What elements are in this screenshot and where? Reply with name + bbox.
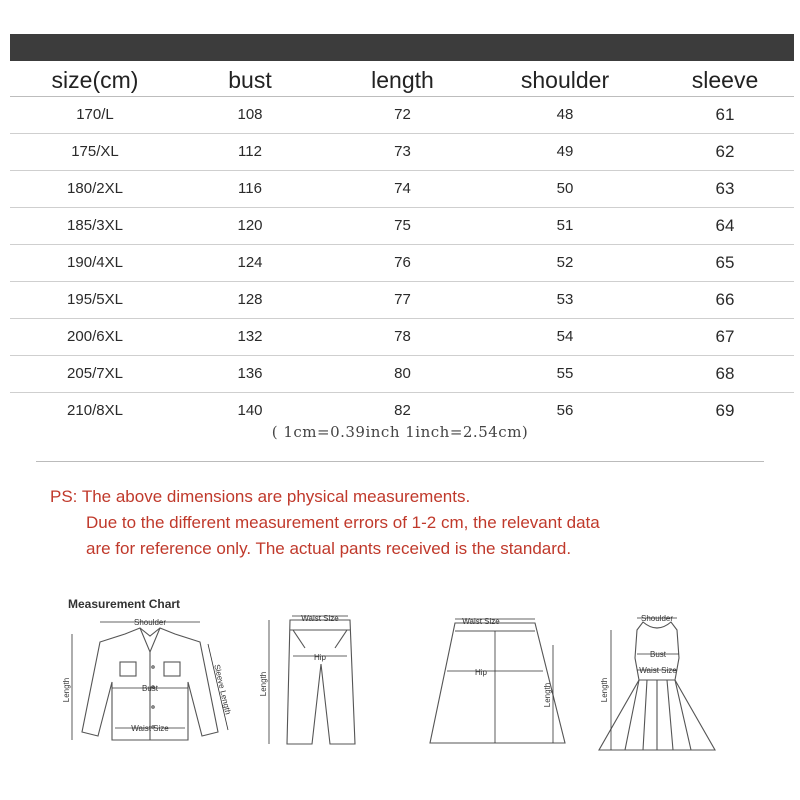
dress-waist-label: Waist Size — [639, 666, 677, 675]
header-size: size(cm) — [51, 67, 139, 93]
cell-size: 195/5XL — [67, 291, 123, 308]
cell-length: 78 — [394, 328, 411, 345]
table-header-row — [10, 62, 794, 97]
cell-bust: 132 — [237, 328, 263, 345]
table-row — [10, 97, 794, 134]
cell-shoulder: 52 — [556, 254, 574, 271]
table-row — [10, 134, 794, 171]
cell-shoulder: 48 — [556, 106, 574, 123]
dress-bust-label: Bust — [649, 650, 667, 659]
skirt-length-label: Length — [543, 682, 552, 708]
shirt-waist-label: Waist Size — [131, 724, 169, 733]
cell-bust: 128 — [237, 291, 263, 308]
header-sleeve: sleeve — [691, 67, 759, 93]
header-bust: bust — [228, 67, 272, 93]
shirt-diagram — [60, 612, 240, 752]
cell-size: 205/7XL — [67, 365, 123, 382]
table-row — [10, 356, 794, 393]
measurement-chart-title: Measurement Chart — [68, 597, 181, 611]
shirt-sleeve-label: Sleeve Length — [212, 663, 233, 716]
cell-size: 180/2XL — [67, 180, 123, 197]
pants-hip-label: Hip — [313, 653, 327, 662]
shirt-length-label: Length — [62, 677, 71, 703]
skirt-diagram — [425, 605, 575, 755]
dress-illustration — [595, 610, 725, 760]
header-length: length — [371, 67, 434, 93]
header-shoulder: shoulder — [520, 67, 610, 93]
ps-line-3: are for reference only. The actual pants received is the standard. — [86, 539, 572, 558]
cell-bust: 116 — [238, 180, 262, 197]
cell-size: 190/4XL — [67, 254, 123, 271]
cell-bust: 140 — [237, 402, 263, 419]
cell-length: 80 — [394, 365, 411, 382]
skirt-waist-label: Waist Size — [462, 617, 500, 626]
cell-shoulder: 56 — [556, 402, 574, 419]
ps-line-1: PS: The above dimensions are physical measurements. — [50, 487, 471, 506]
unit-conversion-note: ( 1cm=0.39inch 1inch=2.54cm) — [271, 423, 529, 441]
table-row — [10, 245, 794, 282]
cell-length: 73 — [394, 143, 411, 160]
ps-line-2: Due to the different measurement errors of 1-2 cm, the relevant data — [86, 513, 600, 532]
table-row — [10, 171, 794, 208]
cell-size: 175/XL — [71, 143, 119, 160]
cell-sleeve: 66 — [715, 290, 735, 309]
cell-size: 210/8XL — [67, 402, 123, 419]
cell-bust: 124 — [237, 254, 263, 271]
divider — [36, 461, 764, 462]
header-bar — [10, 34, 794, 61]
cell-length: 76 — [394, 254, 411, 271]
dress-shoulder-label: Shoulder — [640, 614, 674, 623]
cell-length: 72 — [394, 106, 411, 123]
cell-length: 75 — [394, 217, 411, 234]
cell-sleeve: 63 — [715, 179, 735, 198]
cell-size: 185/3XL — [67, 217, 123, 234]
skirt-illustration — [425, 605, 575, 755]
cell-size: 170/L — [76, 106, 114, 123]
cell-shoulder: 49 — [556, 143, 574, 160]
cell-bust: 108 — [237, 106, 263, 123]
dress-length-label: Length — [600, 677, 609, 703]
cell-length: 77 — [394, 291, 411, 308]
ps-note — [50, 484, 600, 562]
cell-size: 200/6XL — [67, 328, 123, 345]
skirt-hip-label: Hip — [474, 668, 488, 677]
table-row — [10, 319, 794, 356]
cell-bust: 112 — [238, 143, 262, 160]
pants-length-label: Length — [259, 671, 268, 697]
cell-sleeve: 62 — [715, 142, 735, 161]
cell-sleeve: 61 — [715, 105, 735, 124]
pants-waist-label: Waist Size — [301, 614, 339, 623]
table-row — [10, 208, 794, 245]
shirt-bust-label: Bust — [141, 684, 159, 693]
dress-diagram — [595, 610, 725, 760]
pants-diagram — [255, 612, 370, 752]
cell-sleeve: 64 — [715, 216, 735, 235]
cell-sleeve: 68 — [715, 364, 735, 383]
cell-sleeve: 67 — [715, 327, 735, 346]
cell-shoulder: 50 — [556, 180, 574, 197]
cell-sleeve: 69 — [715, 401, 735, 420]
cell-shoulder: 55 — [556, 365, 574, 382]
shirt-shoulder-label: Shoulder — [133, 618, 167, 627]
table-row — [10, 282, 794, 319]
cell-bust: 120 — [237, 217, 263, 234]
cell-shoulder: 53 — [556, 291, 574, 308]
cell-length: 74 — [394, 180, 411, 197]
cell-bust: 136 — [237, 365, 263, 382]
pants-illustration — [255, 612, 370, 752]
size-table — [10, 62, 794, 429]
cell-sleeve: 65 — [715, 253, 735, 272]
cell-length: 82 — [394, 402, 411, 419]
cell-shoulder: 54 — [556, 328, 574, 345]
cell-shoulder: 51 — [556, 217, 574, 234]
shirt-illustration — [60, 612, 240, 752]
